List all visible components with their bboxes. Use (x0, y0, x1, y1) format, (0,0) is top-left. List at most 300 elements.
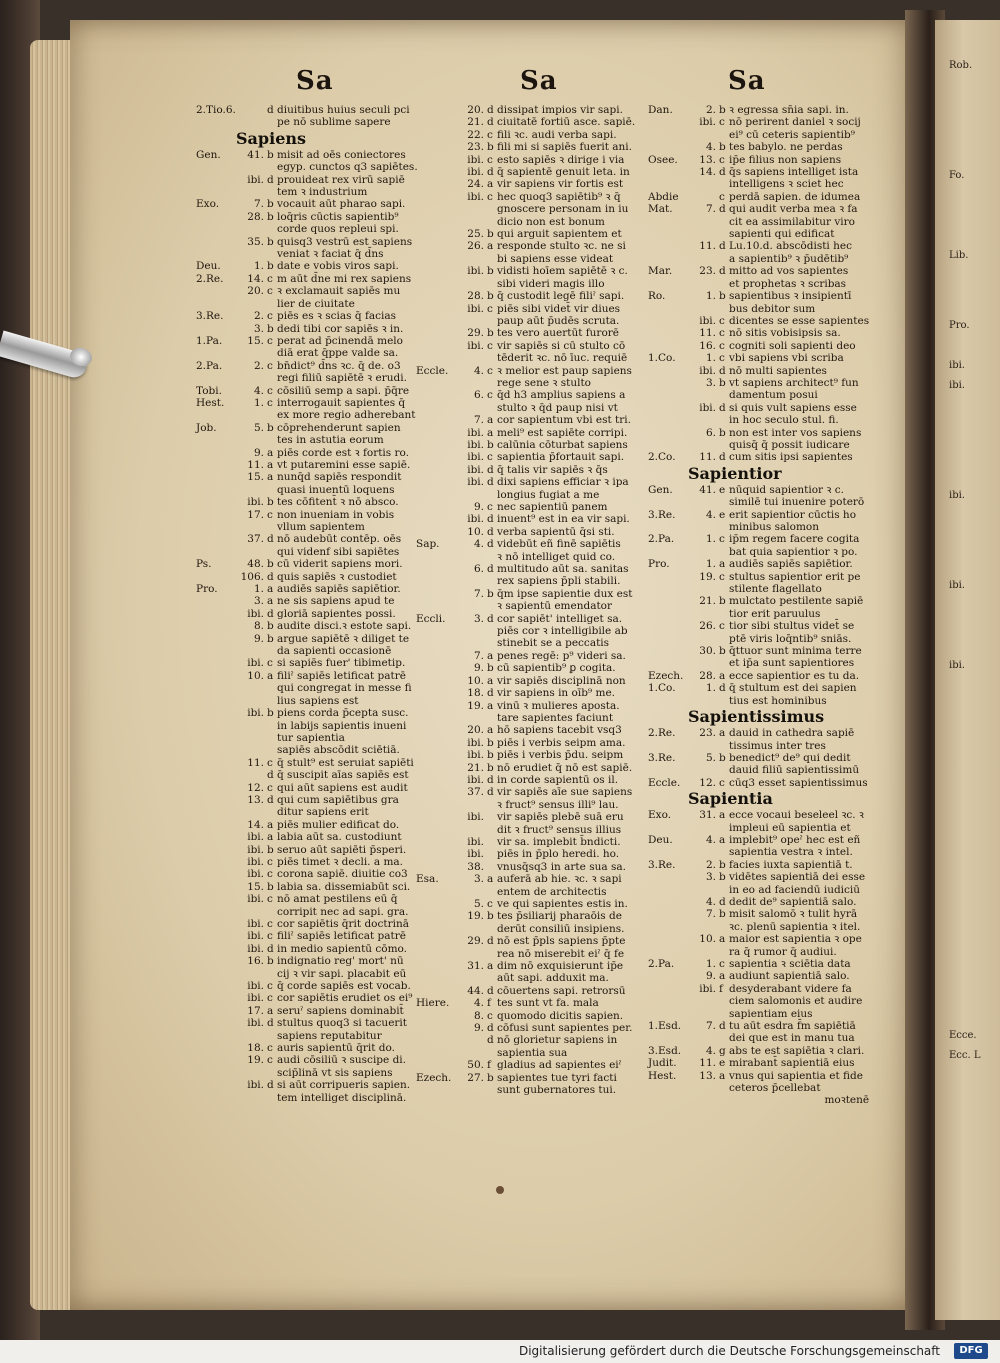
entry-txt: qui congregat in messe fi (277, 682, 412, 695)
entry-num: 2. (705, 858, 716, 871)
entry-txt: ex more regio adherebant (277, 409, 416, 422)
index-entry (648, 896, 869, 908)
entry-ref (416, 104, 460, 116)
entry-ref (648, 129, 692, 141)
entry-ref (648, 764, 692, 776)
entry-let: d (487, 166, 494, 179)
entry-ref (416, 861, 460, 873)
index-entry (648, 846, 869, 858)
entry-num (240, 546, 267, 558)
index-entry (196, 174, 418, 186)
entry-num: 17. (247, 1004, 264, 1017)
entry-num: ibi. (247, 607, 264, 620)
entry-num (692, 414, 719, 426)
entry-num (240, 1030, 267, 1042)
entry-let: c (267, 272, 273, 285)
entry-let: d (719, 682, 726, 695)
entry-num: 23. (699, 727, 716, 740)
entry-ref (648, 583, 692, 595)
entry-txt: et prophetas ꝛ scribas (729, 277, 847, 290)
entry-num: 10. (467, 674, 484, 687)
entry-ref: 2.Pa. (196, 359, 223, 372)
entry-num: 26. (467, 240, 484, 253)
entry-ref (648, 571, 692, 583)
entry-ref (416, 1084, 460, 1096)
index-entry (416, 1034, 635, 1046)
entry-ref: Abdie (648, 190, 679, 203)
index-entry (648, 414, 869, 426)
entry-txt: calūnia cōturbat sapiens (497, 438, 628, 451)
index-entry (196, 980, 418, 992)
entry-num: ibi. (699, 116, 716, 129)
index-entry (416, 513, 635, 525)
entry-let: a (719, 933, 726, 946)
entry-txt: vir sapiēs aīe sue sapiens (497, 786, 633, 799)
entry-num (692, 496, 719, 508)
entry-ref (416, 439, 460, 451)
entry-ref (196, 546, 240, 558)
entry-let (719, 216, 729, 228)
entry-ref (648, 427, 692, 439)
entry-ref: Ps. (196, 558, 212, 571)
entry-num (692, 764, 719, 776)
index-entry (648, 571, 869, 583)
column-header: Sa (728, 66, 766, 96)
index-entry (196, 521, 418, 533)
entry-num: 1. (705, 352, 716, 365)
index-entry (416, 737, 635, 749)
index-entry (416, 997, 635, 1009)
entry-num: 7. (705, 1020, 716, 1033)
index-entry (416, 749, 635, 761)
entry-num: 44. (467, 984, 484, 997)
entry-num (460, 1034, 487, 1046)
entry-num: 28. (699, 669, 716, 682)
entry-let: d (487, 612, 494, 625)
entry-txt: stultus sapientior erit pe (729, 570, 861, 583)
index-entry (196, 930, 418, 942)
index-entry (416, 861, 635, 873)
index-entry (196, 1005, 418, 1017)
entry-num (460, 1047, 487, 1059)
entry-ref (196, 732, 240, 744)
index-entry (196, 422, 418, 434)
entry-txt: ꝛ melior est paup sapiens (497, 364, 632, 377)
entry-txt: rex sapiens p̄pli stabili. (497, 575, 621, 588)
entry-num: 26. (699, 620, 716, 633)
entry-txt: dicio non est bonum (497, 215, 605, 228)
entry-ref (416, 265, 460, 277)
entry-num (240, 186, 267, 198)
entry-txt: stulto ꝛ q̄d paup nisi vt (497, 401, 618, 414)
entry-txt: cit ea assimilabitur viro (729, 215, 855, 228)
index-entry (416, 762, 635, 774)
entry-txt: piēs sibi videt̄ vir diues (497, 302, 621, 315)
entry-let: c (719, 153, 725, 166)
entry-num: ibi. (467, 166, 484, 179)
entry-num: 9. (705, 970, 716, 983)
entry-ref (648, 228, 692, 240)
entry-txt: q̄ sapientē genuit leta. in (497, 166, 630, 179)
entry-num: 1. (253, 396, 264, 409)
entry-txt: penes regē: p⁹ videri sa. (497, 649, 626, 662)
entry-num: 6. (705, 426, 716, 439)
entry-txt: nūquid sapientior ꝛ c. (729, 483, 844, 496)
entry-num: 13. (699, 1069, 716, 1082)
entry-let: d (487, 116, 494, 129)
entry-txt: lius sapiens est (277, 694, 359, 707)
entry-num: ibi. (699, 364, 716, 377)
entry-txt: stultus quoq3 si tacuerit (277, 1017, 407, 1030)
entry-num: ibi. (467, 476, 484, 489)
entry-txt: maior est sapientia ꝛ ope (729, 933, 862, 946)
entry-num: ibi. (467, 513, 484, 526)
index-entry (416, 588, 635, 600)
index-entry (416, 166, 635, 178)
entry-num (460, 489, 487, 501)
entry-num: ibi. (247, 173, 264, 186)
index-entry (416, 923, 635, 935)
entry-let (267, 372, 277, 384)
entry-ref: 3.Re. (648, 751, 676, 764)
entry-txt: pe nō sublime sapere (277, 116, 391, 129)
index-entry (416, 365, 635, 377)
entry-let (267, 1030, 277, 1042)
entry-num: 16. (699, 339, 716, 352)
entry-let: c (267, 359, 273, 372)
entry-num: 9. (473, 662, 484, 675)
entry-let: a (267, 595, 274, 608)
entry-let: c (267, 980, 273, 993)
entry-ref: Ezech. (648, 669, 684, 682)
entry-num: 4. (705, 895, 716, 908)
entry-let: b (267, 496, 274, 509)
entry-ref (648, 896, 692, 908)
entry-num: 41. (247, 148, 264, 161)
entry-txt: mulctato pestilente sapiē (729, 595, 864, 608)
entry-ref (648, 340, 692, 352)
index-entry (416, 1072, 635, 1084)
entry-let: d (267, 1017, 274, 1030)
entry-ref (416, 116, 460, 128)
entry-let: c (487, 190, 493, 203)
entry-let (267, 186, 277, 198)
entry-ref (196, 571, 240, 583)
entry-ref (196, 1054, 240, 1066)
entry-txt: tissimus inter tres (729, 739, 826, 752)
index-entry (648, 682, 869, 694)
entry-txt: hec quoq3 sapiētib⁹ ꝛ q̄ (497, 190, 621, 203)
entry-let: c (267, 1054, 273, 1067)
entry-num: ibi. (699, 401, 716, 414)
entry-txt: dixi sapiens efficiar ꝛ ipa (497, 476, 629, 489)
entry-txt: quomodo dicitis sapien. (497, 1009, 624, 1022)
index-entry (416, 898, 635, 910)
index-entry (648, 278, 869, 290)
entry-txt: regi filiū sapiētē ꝛ erudi. (277, 372, 407, 385)
entry-txt: non inueniam in vobis (277, 508, 395, 521)
entry-let: c (267, 285, 273, 298)
index-entry (648, 141, 869, 153)
index-entry (648, 290, 869, 302)
entry-ref (416, 1022, 460, 1034)
index-entry (416, 712, 635, 724)
entry-ref (416, 141, 460, 153)
index-entry (648, 670, 869, 682)
entry-let: d (719, 203, 726, 216)
entry-num (692, 995, 719, 1007)
entry-let (267, 744, 277, 756)
entry-ref: Dan. (648, 104, 673, 116)
entry-num: 37. (467, 786, 484, 799)
entry-let: c (719, 314, 725, 327)
entry-ref (416, 1047, 460, 1059)
entry-txt: vidētes sapientiā dei esse (729, 871, 866, 884)
index-entry (648, 327, 869, 339)
entry-let: b (487, 290, 494, 303)
entry-ref (648, 303, 692, 315)
entry-txt: cogniti soli sapienti deo (729, 339, 856, 352)
entry-let (719, 822, 729, 834)
entry-ref (416, 389, 460, 401)
entry-num: 4. (705, 508, 716, 521)
index-entry (196, 720, 418, 732)
entry-num: 23. (467, 141, 484, 154)
entry-let: b (267, 260, 274, 273)
entry-let: d (487, 1034, 494, 1047)
entry-ref (196, 409, 240, 421)
index-entry (648, 777, 869, 789)
entry-ref (648, 657, 692, 669)
entry-num (240, 720, 267, 732)
entry-ref (648, 166, 692, 178)
entry-num (692, 253, 719, 265)
entry-txt: dissipat impios vir sapi. (497, 104, 623, 116)
index-entry (416, 265, 635, 277)
index-entry (648, 933, 869, 945)
entry-num (692, 657, 719, 669)
entry-num (692, 583, 719, 595)
entry-let: c (719, 776, 725, 789)
entry-ref (196, 918, 240, 930)
entry-num (240, 682, 267, 694)
entry-ref (648, 645, 692, 657)
entry-ref (416, 848, 460, 860)
index-entry (648, 740, 869, 752)
entry-num: ibi. (467, 438, 484, 451)
entry-txt: tes vero auertūt furorē (497, 327, 620, 340)
entry-num (460, 575, 487, 587)
entry-ref (196, 806, 240, 818)
entry-num (460, 637, 487, 649)
entry-ref (416, 836, 460, 848)
entry-txt: tes in astutia eorum (277, 434, 384, 447)
entry-num: 6. (473, 563, 484, 576)
entry-txt: sapientibus ꝛ insipientī (729, 290, 852, 303)
entry-ref (196, 116, 240, 128)
entry-let: d (487, 1022, 494, 1035)
entry-let: d (267, 173, 274, 186)
index-entry (196, 906, 418, 918)
entry-let (267, 682, 277, 694)
index-entry (648, 859, 869, 871)
index-entry (648, 645, 869, 657)
entry-ref (648, 546, 692, 558)
entry-let: c (719, 339, 725, 352)
entry-let (267, 968, 277, 980)
entry-ref (196, 794, 240, 806)
entry-txt: qui videnf sibi sapiētes (277, 545, 400, 558)
entry-num: ibi. (467, 463, 484, 476)
section-heading: Sapientia (688, 789, 773, 809)
entry-txt: audiunt sapientiā salo. (729, 970, 850, 983)
entry-num: 31. (467, 960, 484, 973)
entry-num (460, 712, 487, 724)
entry-txt: gnoscere personam in iu (497, 203, 629, 216)
index-entry (648, 389, 869, 401)
facing-page-fragment: ibi. (949, 360, 965, 371)
entry-let: d (487, 463, 494, 476)
entry-ref: 1.Esd. (648, 1020, 682, 1033)
entry-txt: aūt sapi. adduxit ma. (497, 972, 609, 985)
entry-let: b (719, 290, 726, 303)
entry-ref (648, 933, 692, 945)
entry-txt: piēs in p̄plo heredi. ho. (497, 848, 620, 861)
entry-txt: dicentes se esse sapientes (729, 314, 870, 327)
index-entry (196, 794, 418, 806)
entry-txt: quis sapiēs ꝛ custodiet (277, 570, 397, 583)
entry-let: c (267, 918, 273, 930)
entry-ref (196, 236, 240, 248)
entry-txt: in hoc seculo stul. fi. (729, 414, 839, 427)
entry-txt: dedit de⁹ sapientiā salo. (729, 895, 857, 908)
index-entry (196, 347, 418, 359)
index-entry (416, 253, 635, 265)
entry-txt: tēderit ꝛc. nō īuc. requiē (497, 352, 628, 365)
entry-txt: paup aūt p̄udēs scruta. (497, 314, 620, 327)
entry-ref (416, 178, 460, 190)
entry-ref (196, 955, 240, 967)
entry-ref (196, 1042, 240, 1054)
entry-let: d (487, 104, 494, 116)
entry-txt: cor sapiēt' intelliget sa. (497, 612, 623, 625)
entry-num: 4. (473, 538, 484, 551)
index-entry (416, 389, 635, 401)
index-entry (416, 1022, 635, 1034)
entry-num: 13. (699, 153, 716, 166)
entry-num: ibi. (247, 1017, 264, 1030)
entry-let (487, 861, 497, 873)
entry-num: 1. (705, 533, 716, 546)
entry-let (719, 389, 729, 401)
entry-let: c (719, 190, 725, 203)
entry-txt: q̄ stultum est dei sapien (729, 682, 857, 695)
entry-ref (416, 625, 460, 637)
entry-txt: labia sa. dissemiabūt sci. (277, 880, 411, 893)
entry-num (240, 248, 267, 260)
entry-let (487, 811, 497, 823)
index-entry (648, 191, 869, 203)
index-entry (648, 377, 869, 389)
entry-ref: Hest. (648, 1069, 677, 1082)
entry-num: ibi. (467, 426, 484, 439)
entry-let: d (487, 538, 494, 551)
entry-txt: vidisti hoīem sapiētē ꝛ c. (497, 265, 628, 278)
index-entry (196, 558, 418, 570)
index-entry (416, 972, 635, 984)
index-entry (416, 886, 635, 898)
entry-let (719, 1032, 729, 1044)
entry-txt: nō erudiet q̄ nō est sapiē. (497, 761, 633, 774)
entry-txt: vllum sapientem (277, 521, 365, 533)
entry-txt: mirabant̄ sapientiā eius (729, 1057, 855, 1070)
entry-num: 15. (247, 471, 264, 484)
entry-txt: q̄ custodit legē filiˀ sapi. (497, 290, 625, 303)
entry-num (692, 191, 719, 203)
entry-let: b (719, 104, 726, 116)
entry-txt: cor sapiētis q̄rit doctrinā (277, 918, 410, 930)
entry-ref (648, 278, 692, 290)
entry-txt: audiēs sapiēs sapiētior. (729, 558, 853, 571)
entry-let (267, 1067, 277, 1079)
index-entry (648, 240, 869, 252)
entry-num (240, 1092, 267, 1104)
entry-let: c (267, 657, 273, 670)
entry-let: b (487, 761, 494, 774)
entry-ref (416, 513, 460, 525)
entry-ref (416, 489, 460, 501)
entry-let (267, 695, 277, 707)
entry-txt: ꝛ fruct⁹ sensus illi⁹ lau. (497, 798, 619, 811)
entry-txt: auris sapientū q̄rit do. (277, 1042, 396, 1055)
entry-num (240, 744, 267, 756)
entry-let (267, 645, 277, 657)
index-entry (416, 1084, 635, 1096)
entry-let (719, 633, 729, 645)
entry-let (267, 409, 277, 421)
entry-let: b (719, 141, 726, 154)
entry-num: ibi. (699, 982, 716, 995)
entry-num (240, 484, 267, 496)
entry-let (267, 347, 277, 359)
entry-let: d (487, 476, 494, 489)
entry-let: a (267, 831, 274, 844)
entry-txt: q̄ corde sapiēs est vocab. (277, 980, 411, 993)
index-entry (196, 608, 418, 620)
index-entry (196, 583, 418, 595)
entry-num (692, 740, 719, 752)
index-entry (648, 871, 869, 883)
index-entry (416, 327, 635, 339)
entry-num: 11. (699, 451, 716, 464)
index-entry (648, 995, 869, 1007)
entry-let: a (487, 414, 494, 427)
entry-let (719, 695, 729, 707)
entry-num: 25. (467, 228, 484, 241)
entry-num: 7. (253, 198, 264, 211)
entry-let: d (267, 607, 274, 620)
entry-txt: vbi sapiens vbi scriba (729, 352, 844, 365)
index-entry (416, 700, 635, 712)
entry-num: 13. (247, 793, 264, 806)
entry-txt: audite disci.ꝛ estote sapi. (277, 620, 412, 633)
entry-txt: q̄ stult⁹ est seruiat sapiēti (277, 756, 414, 769)
entry-let (267, 732, 277, 744)
entry-let: c (487, 339, 493, 352)
entry-txt: perdā sapien. de idumea (729, 190, 861, 203)
entry-ref (648, 389, 692, 401)
entry-let: b (487, 662, 494, 675)
